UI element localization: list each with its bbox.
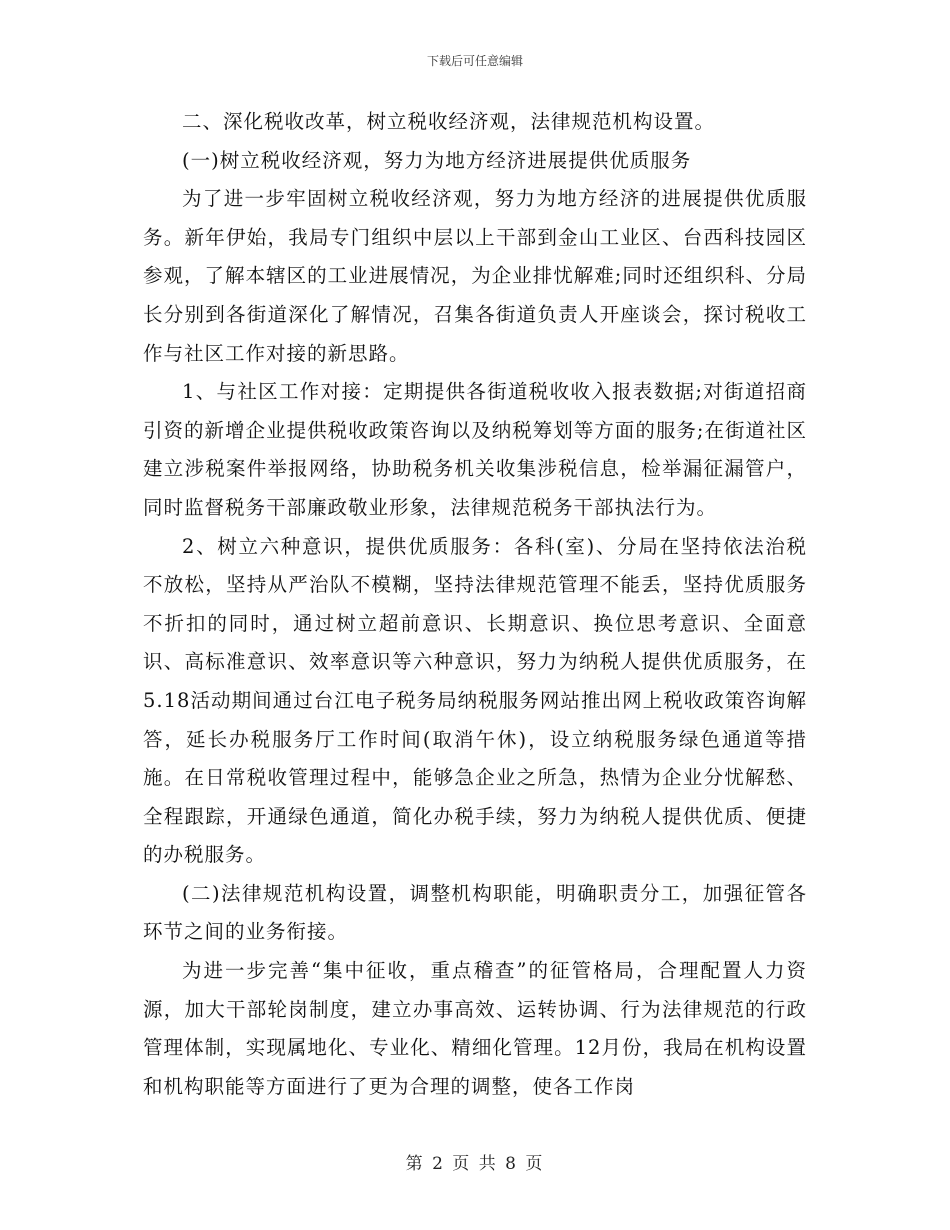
body-paragraph: 为了进一步牢固树立税收经济观，努力为地方经济的进展提供优质服务。新年伊始，我局专门组织中层以上干部到金山工业区、台西科技园区参观，了解本辖区的工业进展情况，为企业排忧解难;同时还组织科、分局长分别到各街道深化了解情况，召集各街道负责人开座谈会，探讨税收工作与社区工作对接的新思路。 xyxy=(143,187,807,365)
body-paragraph: 为进一步完善“集中征收，重点稽查”的征管格局，合理配置人力资源，加大干部轮岗制度，建立办事高效、运转协调、行为法律规范的行政管理体制，实现属地化、专业化、精细化管理。12月份，我局在机构设置和机构职能等方面进行了更为合理的调整，使各工作岗 xyxy=(143,959,807,1098)
document-body xyxy=(143,103,807,1106)
list-paragraph: 1、与社区工作对接：定期提供各街道税收收入报表数据;对街道招商引资的新增企业提供税收政策咨询以及纳税筹划等方面的服务;在街道社区建立涉税案件举报网络，协助税务机关收集涉税信息，检举漏征漏管户，同时监督税务干部廉政敬业形象，法律规范税务干部执法行为。 xyxy=(143,380,807,519)
page-number: 第 2 页 共 8 页 xyxy=(405,1154,545,1174)
section-heading: 二、深化税收改革，树立税收经济观，法律规范机构设置。 xyxy=(182,110,716,133)
list-paragraph: 2、树立六种意识，提供优质服务：各科(室)、分局在坚持依法治税不放松，坚持从严治队不模糊，坚持法律规范管理不能丢，坚持优质服务不折扣的同时，通过树立超前意识、长期意识、换位思考意识、全面意识、高标准意识、效率意识等六种意识，努力为纳税人提供优质服务，在5.18活动期间通过台江电子税务局纳税服务网站推出网上税收政策咨询解答，延长办税服务厅工作时间(取消午休)，设立纳税服务绿色通道等措施。在日常税收管理过程中，能够急企业之所急，热情为企业分忧解愁、全程跟踪，开通绿色通道，简化办税手续，努力为纳税人提供优质、便捷的办税服务。 xyxy=(143,534,807,867)
subsection-heading: (二)法律规范机构设置，调整机构职能，明确职责分工，加强征管各环节之间的业务衔接。 xyxy=(143,881,807,944)
page-header: 下载后可任意编辑 xyxy=(426,54,523,68)
subsection-heading: (一)树立税收经济观，努力为地方经济进展提供优质服务 xyxy=(182,148,692,172)
